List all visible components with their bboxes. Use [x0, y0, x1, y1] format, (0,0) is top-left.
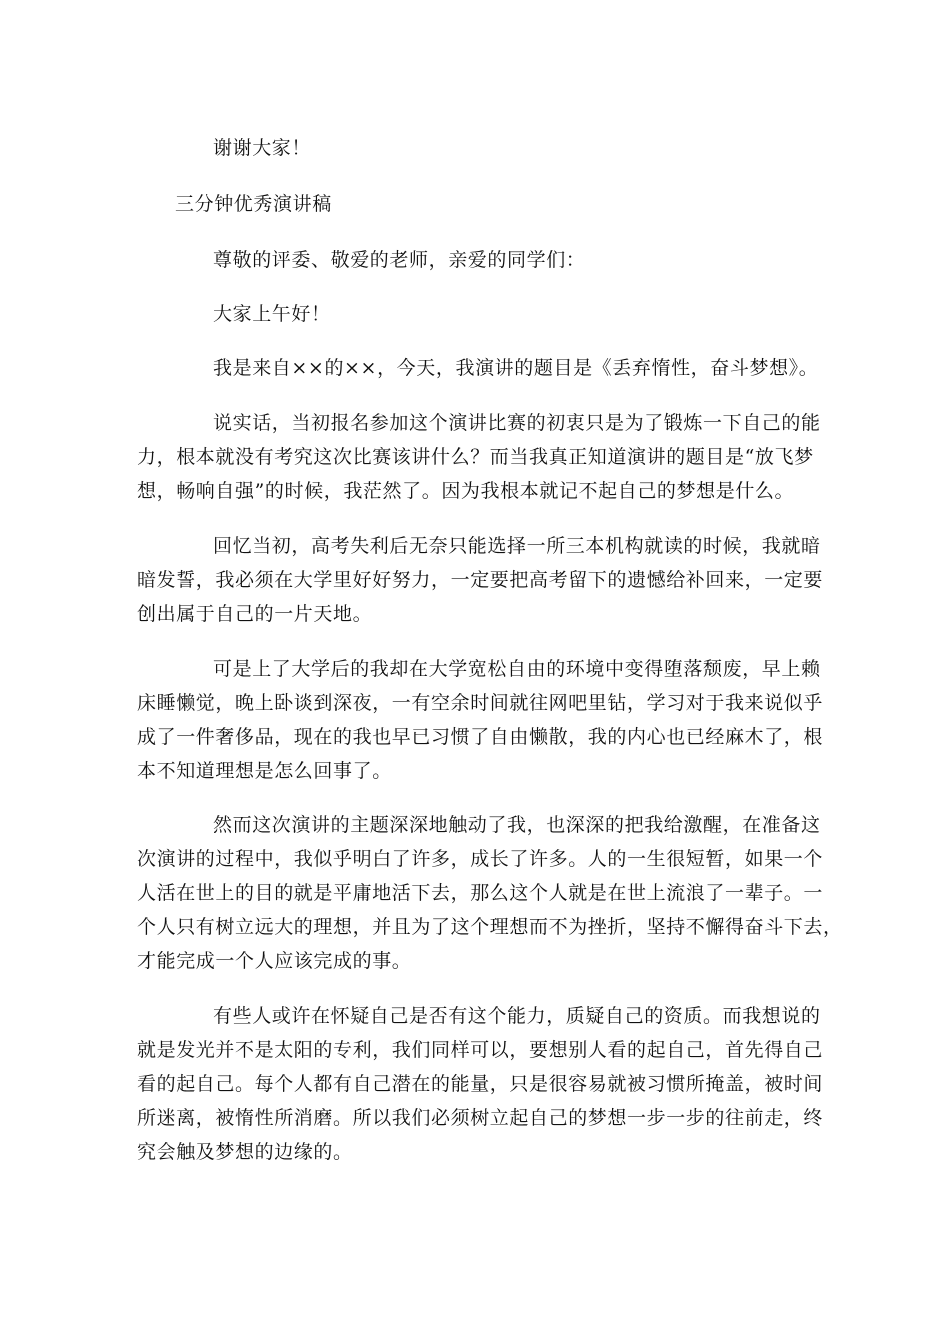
- closing-line: 谢谢大家！: [213, 137, 312, 159]
- paragraph-line: 可是上了大学后的我却在大学宽松自由的环境中变得堕落颓废，早上赖: [213, 658, 821, 680]
- paragraph-line: 力，根本就没有考究这次比赛该讲什么？而当我真正知道演讲的题目是“放飞梦: [137, 446, 814, 468]
- salutation-line: 尊敬的评委、敬爱的老师，亲爱的同学们：: [213, 249, 586, 271]
- paragraph-line: 说实话，当初报名参加这个演讲比赛的初衷只是为了锻炼一下自己的能: [213, 412, 821, 434]
- paragraph-line: 看的起自己。每个人都有自己潜在的能量，只是很容易就被习惯所掩盖，被时间: [137, 1073, 824, 1095]
- paragraph-line: 就是发光并不是太阳的专利，我们同样可以，要想别人看的起自己，首先得自己: [137, 1039, 824, 1061]
- paragraph-line: 人活在世上的目的就是平庸地活下去，那么这个人就是在世上流浪了一辈子。一: [137, 882, 824, 904]
- paragraph-line: 成了一件奢侈品，现在的我也早已习惯了自由懒散，我的内心也已经麻木了，根: [137, 726, 824, 748]
- paragraph-line: 床睡懒觉，晚上卧谈到深夜，一有空余时间就往网吧里钻，学习对于我来说似乎: [137, 692, 824, 714]
- paragraph-line: 才能完成一个人应该完成的事。: [137, 950, 412, 972]
- paragraph-line: 创出属于自己的一片天地。: [137, 603, 373, 625]
- paragraph-line: 然而这次演讲的主题深深地触动了我，也深深的把我给激醒，在准备这: [213, 814, 821, 836]
- paragraph-line: 想，畅响自强”的时候，我茫然了。因为我根本就记不起自己的梦想是什么。: [137, 480, 795, 502]
- paragraph-line: 暗发誓，我必须在大学里好好努力，一定要把高考留下的遗憾给补回来，一定要: [137, 569, 824, 591]
- paragraph-line: 有些人或许在怀疑自己是否有这个能力，质疑自己的资质。而我想说的: [213, 1005, 821, 1027]
- paragraph-line: 回忆当初，高考失利后无奈只能选择一所三本机构就读的时候，我就暗: [213, 535, 821, 557]
- intro-line: 我是来自××的××，今天，我演讲的题目是《丢弃惰性，奋斗梦想》。: [213, 357, 819, 379]
- paragraph-line: 本不知道理想是怎么回事了。: [137, 760, 392, 782]
- paragraph-line: 个人只有树立远大的理想，并且为了这个理想而不为挫折，坚持不懈得奋斗下去，: [137, 916, 843, 938]
- document-title: 三分钟优秀演讲稿: [175, 193, 332, 215]
- greeting-line: 大家上午好！: [213, 303, 331, 325]
- paragraph-line: 次演讲的过程中，我似乎明白了许多，成长了许多。人的一生很短暂，如果一个: [137, 848, 824, 870]
- paragraph-line: 究会触及梦想的边缘的。: [137, 1141, 353, 1163]
- paragraph-line: 所迷离，被惰性所消磨。所以我们必须树立起自己的梦想一步一步的往前走，终: [137, 1107, 824, 1129]
